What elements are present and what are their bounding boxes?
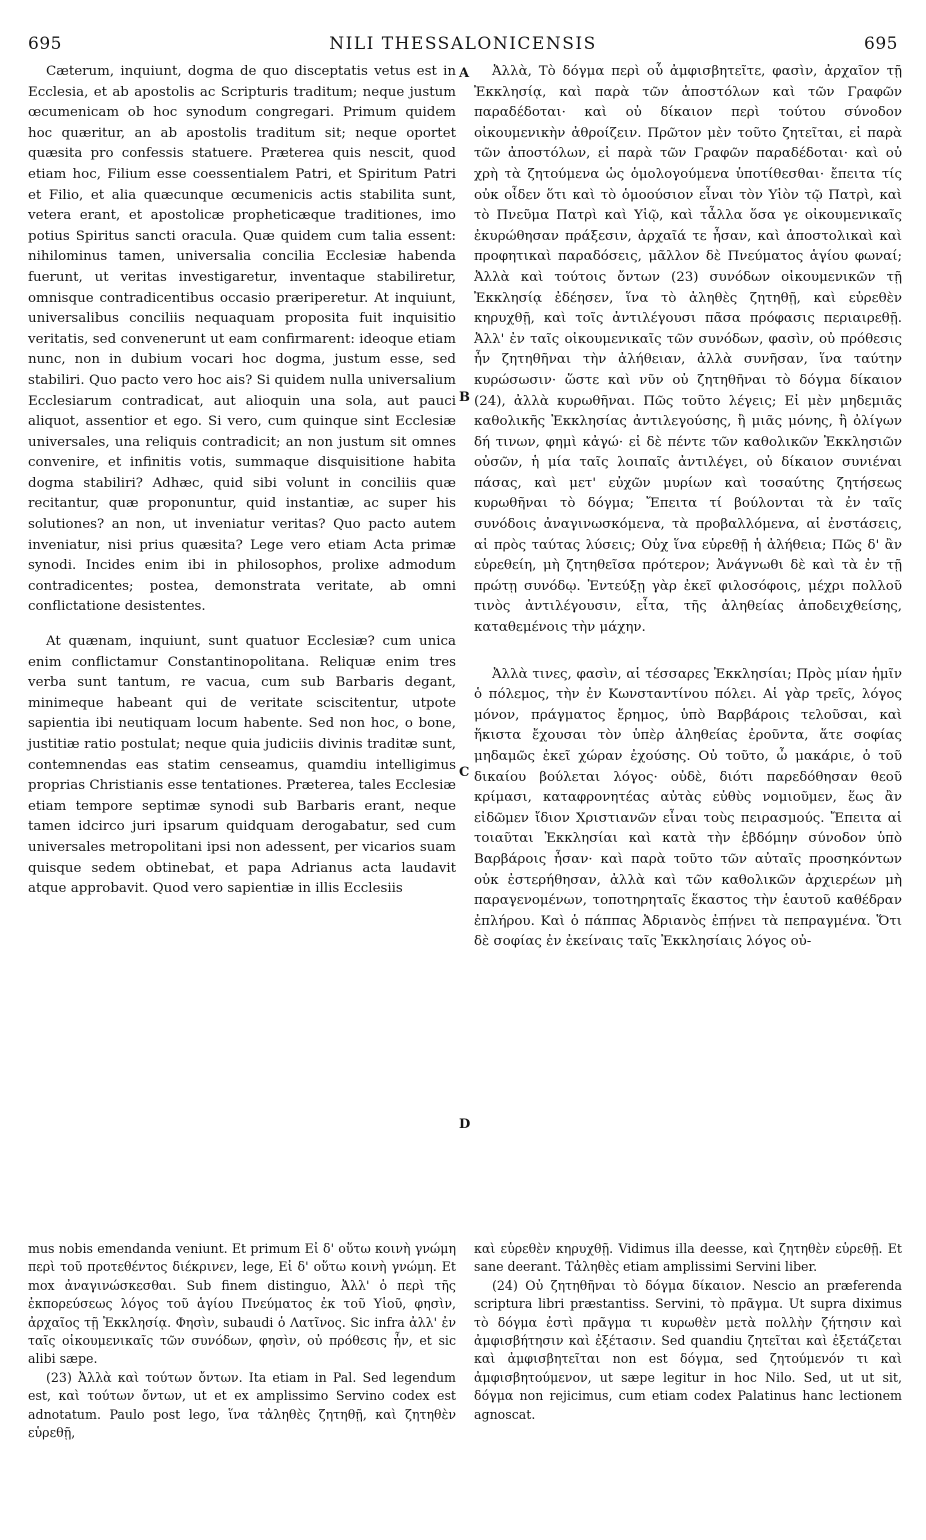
greek-paragraph-1: Ἀλλὰ, Τὸ δόγμα περὶ οὗ ἀμφισβητεῖτε, φασὶν, ἀρχαῖον τῇ Ἐκκλησίᾳ, καὶ παρὰ τῶν ἀποστόλων καὶ τῶν Γραφῶν παραδέδοται· καὶ οὐ δίκαιον περὶ τούτου σύνοδον οἰκουμενικὴν ἀθροίζειν. Πρῶτον μὲν τοῦτο ζητεῖται, εἰ παρὰ τῶν ἀποστόλων, εἰ παρὰ τῶν Γραφῶν παραδέδοται· καὶ οὐ χρὴ τὰ ζητούμενα ὡς ὁμολογούμενα ὑποτίθεσθαι· ἔπειτα τίς οὐκ οἶδεν ὅτι καὶ τὸ ὁμοούσιον εἶναι τὸν Υἱὸν τῷ Πατρὶ, καὶ τὸ Πνεῦμα Πατρὶ καὶ Υἱῷ, καὶ τἆλλα ὅσα γε οἰκουμενικαῖς ἐκυρώθησαν πράξεσιν, ἀρχαῖά τε ἦσαν, καὶ ἀποστολικαὶ καὶ προφητικαὶ παραδόσεις, μᾶλλον δὲ Πνεύματος ἁγίου φωναί; Ἀλλὰ καὶ τούτοις ὄντων (23) συνόδων οἰκουμενικῶν τῇ Ἐκκλησίᾳ ἐδέησεν, ἵνα τὸ ἀληθὲς ζητηθῇ, καὶ εὑρεθὲν κηρυχθῇ, καὶ τοῖς ἀντιλέγουσι πᾶσα πρόφασις περιαιρεθῇ. Ἀλλ' ἐν ταῖς οἰκουμενικαῖς τῶν συνόδων, φασὶν, οὐ πρόθεσις ἦν ζητηθῆναι τὴν ἀλήθειαν, ἀλλὰ συνῆσαν, ἵνα ταύτην κυρώσωσιν· ὥστε καὶ νῦν οὐ ζητηθῆναι τὸ δόγμα δίκαιον (24), ἀλλὰ κυρωθῆναι. Πῶς τοῦτο λέγεις; Εἰ μὲν μηδεμιᾶς καθολικῆς Ἐκκλησίας ἀντιλεγούσης, ἢ μιᾶς μόνης, ἢ ὀλίγων δή τινων, φημὶ κἀγώ· εἰ δὲ πέντε τῶν καθολικῶν Ἐκκλησιῶν οὐσῶν, ἡ μία ταῖς λοιπαῖς ἀντιλέγει, οὐ δίκαιον συνιέναι πάσας, καὶ μετ' εὐχῶν μυρίων καὶ τοσαύτης ζητήσεως κυρωθῆναι τὸ δόγμα; Ἔπειτα τί βούλονται τὰ ἐν ταῖς συνόδοις ἀναγινωσκόμενα, τὰ προβαλλόμενα, αἱ ἐνστάσεις, αἱ πρὸς ταύτας λύσεις; Οὐχ ἵνα εὑρεθῇ ἡ ἀλήθεια; Πῶς δ' ἂν εὑρεθείη, μὴ ζητηθεῖσα πρότερον; Ἀνάγνωθι δὲ καὶ τὰ ἐν τῇ πρώτῃ συνόδῳ. Ἐντεύξῃ γὰρ ἐκεῖ φιλοσόφοις, μέχρι πολλοῦ τινὸς ἀντιλέγουσιν, εἶτα, τῆς ἀληθείας ἀποδειχθείσης, καταθεμένοις τὴν μάχην. [474, 64, 902, 636]
footnote-right-2: (24) Οὐ ζητηθῆναι τὸ δόγμα δίκαιον. Nescio an præferenda scriptura libri præstantiss. Servini, τὸ πρᾶγμα. Ut supra diximus τὸ δόγμα ἐστὶ πρᾶγμα τι κυρωθὲν μετὰ πολλὴν ζήτησιν καὶ ἀμφισβήτησιν καὶ ἐξέτασιν. Sed quandiu ζητεῖται καὶ ἐξετάζεται καὶ ἀμφισβητεῖται non est δόγμα, sed ζητούμενόν τι καὶ ἀμφισβητούμενον, ut sæpe legitur in hoc Nilo. Sed, ut ut sit, δόγμα non rejicimus, cum etiam codex Palatinus hanc lectionem agnoscat. [474, 1277, 902, 1422]
footnotes-left [28, 1240, 456, 1442]
margin-marker-a: A [459, 66, 470, 81]
page-number-left: 695 [28, 34, 62, 54]
margin-marker-b: B [459, 390, 470, 405]
page-number-right: 695 [864, 34, 898, 54]
margin-marker-d: D [459, 1117, 471, 1132]
margin-marker-c: C [459, 765, 470, 780]
footnote-right-1: καὶ εὑρεθὲν κηρυχθῇ. Vidimus illa deesse, καὶ ζητηθὲν εὑρεθῇ. Et sane deerant. Τἀληθὲς etiam amplissimi Servini liber. [474, 1241, 902, 1275]
greek-column [474, 62, 902, 953]
running-title: NILI THESSALONICENSIS [329, 34, 597, 54]
greek-paragraph-2: Ἀλλὰ τινες, φασὶν, αἱ τέσσαρες Ἐκκλησίαι; Πρὸς μίαν ἡμῖν ὁ πόλεμος, τὴν ἐν Κωνσταντίνου πόλει. Αἱ γὰρ τρεῖς, λόγος μόνον, πράγματος ἔρημος, ὑπὸ Βαρβάροις τελοῦσαι, καὶ ἥκιστα ἔχουσαι τὸν ὑπὲρ ἀληθείας ἐροῦντα, ἅτε σοφίας μηδαμῶς ἐκεῖ χώραν ἐχούσης. Οὐ τοῦτο, ὦ μακάριε, ὁ τοῦ δικαίου βούλεται λόγος· οὐδὲ, διότι παρεδόθησαν θεοῦ κρίμασι, καταφρονητέας αὐτὰς εὐθὺς νομιοῦμεν, ἕως ἂν εἰδῶμεν ἴδιον Χριστιανῶν εἶναι τοὺς πειρασμούς. Ἔπειτα αἱ τοιαῦται Ἐκκλησίαι καὶ κατὰ τὴν ἑβδόμην σύνοδον ὑπὸ Βαρβάροις ἦσαν· καὶ παρὰ τοῦτο τῶν αὐταῖς προσηκόντων οὐκ ἐστερήθησαν, ἀλλὰ καὶ τῶν καθολικῶν ἀρχιερέων μὴ παραγενομένων, τοποτηρηταῖς ἕκαστος τὴν ἑαυτοῦ καθέδραν ἐπλήρου. Καὶ ὁ πάππας Ἀδριανὸς ἐπῄνει τὰ πεπραγμένα. Ὅτι δὲ σοφίας ἐν ἐκείναις ταῖς Ἐκκλησίαις λόγος οὐ- [474, 666, 902, 950]
footnote-left-1: mus nobis emendanda veniunt. Et primum Εἰ δ' οὕτω κοινὴ γνώμη περὶ τοῦ προτεθέντος διέκρινεν, lege, Εἰ δ' οὕτω κοινὴ γνώμη. Et mox ἀναγινώσκεσθαι. Sub finem distinguo, Ἀλλ' ὁ περὶ τῆς ἐκπορεύσεως λόγος τοῦ ἁγίου Πνεύματος ἐκ τοῦ Υἱοῦ, φησὶν, ἀρχαῖος τῇ Ἐκκλησίᾳ. Φησὶν, subaudi ὁ Λατῖνος. Sic infra ἀλλ' ἐν ταῖς οἰκουμενικαῖς τῶν συνόδων, φησὶν, οὐ πρόθεσις ἦν, et sic alibi sæpe. [28, 1241, 456, 1367]
latin-paragraph-2: At quænam, inquiunt, sunt quatuor Ecclesiæ? cum unica enim conflictamur Constantinopolitana. Reliquæ enim tres verba sunt tantum, re vacua, cum sub Barbaris degant, minimeque habeant qui de veritate sciscitentur, utpote sapientia ibi neutiquam locum habente. Sed non hoc, o bone, justitiæ ratio postulat; neque quia judiciis divinis traditæ sunt, contemnendas eas statim censeamus, quamdiu intelligimus proprias Christianis esse tentationes. Præterea, tales Ecclesiæ etiam tempore septimæ synodi sub Barbaris erant, neque tamen idcirco juri ipsarum quidquam derogabatur, sed cum universales metropolitani ipsi non adessent, per vicarios suam quisque sedem obtinebat, et papa Adrianus acta laudavit atque approbavit. Quod vero sapientiæ in illis Ecclesiis [28, 634, 456, 897]
footnotes-right [474, 1240, 902, 1424]
latin-paragraph-1: Cæterum, inquiunt, dogma de quo disceptatis vetus est in Ecclesia, et ab apostolis ac Scripturis traditum; neque justum œcumenicam ob hoc synodum congregari. Primum quidem hoc quæritur, an ab apostolis traditum sit; neque oportet quæsita pro confessis statuere. Præterea quis nescit, quod etiam hoc, Filium esse coessentialem Patri, et Spiritum Patri et Filio, et alia quæcunque œcumenicis actis stabilita sunt, vetera erant, et apostolicæ propheticæque traditiones, imo potius Spiritus sancti oracula. Quæ quidem cum talia essent: nihilominus tamen, universalia concilia Ecclesiæ habenda fuerunt, ut veritas investigaretur, inventaque stabiliretur, omnisque contradicentibus occasio præriperetur. At inquiunt, universalibus conciliis nequaquam proposita fuit inquisitio veritatis, sed convenerunt ut eam confirmarent: ideoque etiam nunc, non in dubium vocari hoc dogma, justum esse, sed stabiliri. Quo pacto vero hoc ais? Si quidem nulla universalium Ecclesiarum contradicat, aut alioquin una sola, aut pauci aliquot, assentior et ego. Si vero, cum quinque sint Ecclesiæ universales, una reliquis contradicit; an non justum sit omnes convenire, et infinitis votis, summaque disquisitione habita dogma stabiliri? Adhæc, quid sibi volunt in conciliis quæ recitantur, quæ proponuntur, quid instantiæ, ac super his solutiones? an non, ut inveniatur veritas? Quo pacto autem inveniatur, nisi prius quæsita? Lege vero etiam Acta primæ synodi. Incides enim ibi in philosophos, prolixe admodum contradicentes; postea, demonstrata veritate, ab omni conflictatione desistentes. [28, 64, 456, 615]
latin-column [28, 62, 456, 900]
footnote-left-2: (23) Ἀλλὰ καὶ τούτων ὄντων. Ita etiam in Pal. Sed legendum est, καὶ τούτων ὄντων, ut et ex amplissimo Servino codex est adnotatum. Paulo post lego, ἵνα τἀληθὲς ζητηθῇ, καὶ ζητηθὲν εὑρεθῇ, [28, 1369, 456, 1441]
